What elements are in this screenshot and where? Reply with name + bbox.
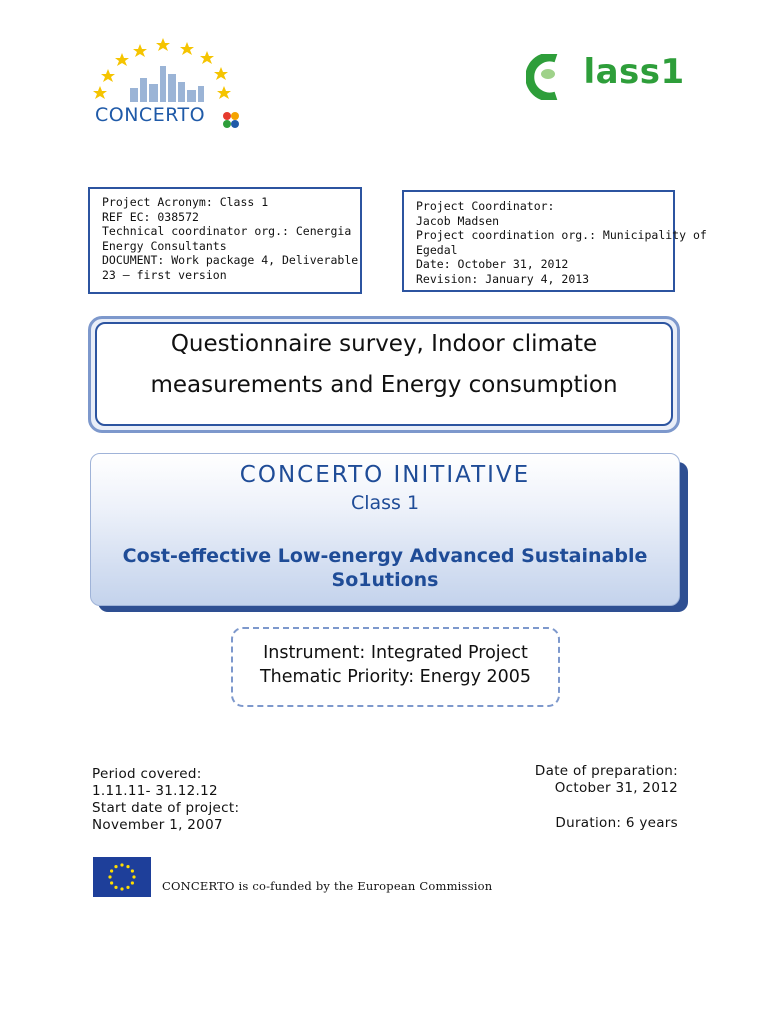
- eu-star: [110, 869, 113, 872]
- period-label: Period covered:: [92, 766, 202, 782]
- initiative-description-line-2: So1utions: [331, 569, 439, 591]
- preparation-label: Date of preparation:: [534, 763, 678, 779]
- info-line: Egedal: [416, 242, 458, 257]
- initiative-heading: CONCERTO INITIATIVE: [239, 462, 531, 488]
- eu-star: [114, 865, 117, 868]
- info-line: REF EC: 038572: [102, 209, 199, 224]
- info-line: Project Coordinator:: [416, 199, 555, 213]
- initiative-subheading: Class 1: [350, 492, 420, 514]
- preparation-value: October 31, 2012: [554, 780, 678, 796]
- eu-star: [120, 863, 123, 866]
- eu-star: [108, 875, 111, 878]
- eu-star: [131, 881, 134, 884]
- info-line: Project Acronym: Class 1: [102, 195, 269, 209]
- eu-flag-icon: [93, 857, 151, 897]
- start-date-value: November 1, 2007: [92, 817, 223, 833]
- eu-star: [132, 875, 135, 878]
- class1-logo-text: [558, 52, 685, 92]
- info-line: DOCUMENT: Work package 4, Deliverable: [102, 253, 359, 267]
- city-skyline-icon: [130, 66, 204, 102]
- eu-star: [126, 865, 129, 868]
- initiative-description-line-1: Cost-effective Low-energy Advanced Sustainable: [122, 545, 648, 567]
- info-line: Technical coordinator org.: Cenergia: [102, 224, 352, 238]
- concerto-logo-text: CONCERTO: [95, 104, 206, 126]
- duration-text: Duration: 6 years: [555, 815, 678, 831]
- document-title-line-1: Questionnaire survey, Indoor climate: [170, 331, 598, 357]
- info-line: Project coordination org.: Municipality of: [416, 228, 707, 242]
- leaf-icon: [541, 69, 555, 79]
- concerto-flower-icon: [223, 112, 239, 128]
- eu-star: [126, 886, 129, 889]
- start-date-label: Start date of project:: [92, 800, 240, 816]
- info-line: Energy Consultants: [102, 238, 227, 253]
- period-value: 1.11.11- 31.12.12: [92, 783, 218, 799]
- info-line: Jacob Madsen: [416, 213, 500, 228]
- eu-star: [120, 887, 123, 890]
- info-line: Date: October 31, 2012: [416, 257, 569, 271]
- info-line: 23 – first version: [102, 267, 227, 282]
- funding-caption: CONCERTO is co-funded by the European Commission: [162, 879, 493, 893]
- coordinator-info-box: [402, 190, 707, 292]
- eu-star: [131, 869, 134, 872]
- info-line: Revision: January 4, 2013: [416, 271, 590, 286]
- period-block: [92, 766, 239, 834]
- eu-star: [114, 886, 117, 889]
- class1-logo-letters: lass1: [583, 52, 685, 92]
- initiative-description: [100, 544, 670, 592]
- thematic-priority-line: Thematic Priority: Energy 2005: [259, 667, 532, 687]
- eu-star: [110, 881, 113, 884]
- preparation-block: [480, 763, 678, 797]
- instrument-line: Instrument: Integrated Project: [263, 643, 528, 663]
- document-title-line-2: measurements and Energy consumption: [150, 372, 618, 398]
- project-info-box: [88, 187, 362, 294]
